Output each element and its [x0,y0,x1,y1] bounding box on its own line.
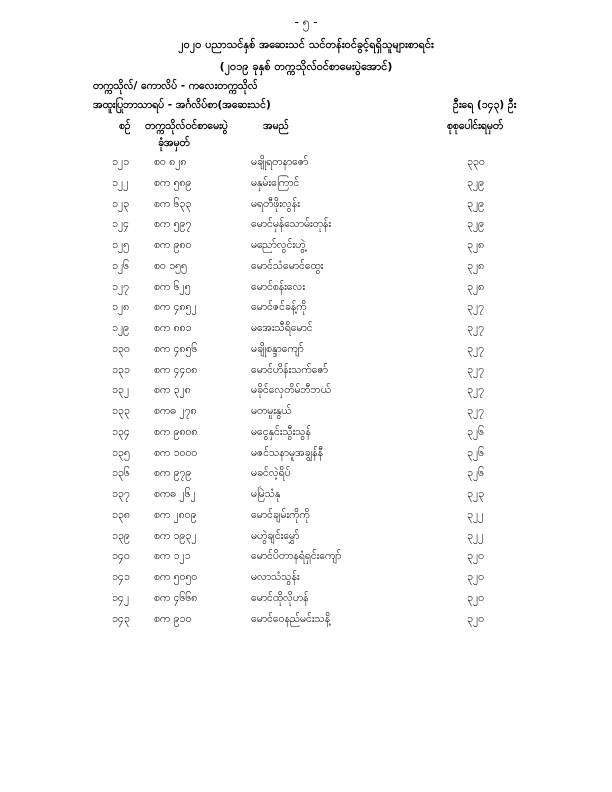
table-row [0,467,612,488]
student-name: မလာသံသွန်း [251,571,300,583]
row-number: ၁၂၉ [112,322,129,334]
row-number: ၁၃၆ [112,467,130,480]
total-marks: ၃၂၂ [467,529,484,542]
student-name: မဟွဲချင်းမွှော် [251,529,300,542]
student-name: မငွေနှင်းသွီးသွန် [251,425,311,438]
roll-number: စက ၈၈၁ [154,322,192,334]
subject-heading: အထူးပြုဘာသာရပ် - အင်္ဂလိပ်စာ(အဆေးသင်) [93,99,271,111]
total-marks: ၃၂၇ [467,301,484,314]
roll-number: စက ၃၂၈ [154,384,191,397]
total-marks: ၃၂၂ [467,508,484,521]
table-row [0,613,612,634]
table-row [0,571,612,592]
row-number: ၁၂၇ [112,280,129,293]
table-row [0,426,612,447]
total-marks: ၃၂၇ [467,322,484,334]
column-header-roll-line2: ခုံအမှတ် [158,137,190,149]
total-marks: ၃၃၀ [467,156,485,168]
roll-number: စက ၄၈၅၆ [154,342,198,355]
student-name: မညော်လွင်းဟွဲ့ [251,239,306,251]
table-row [0,530,612,551]
total-marks: ၃၂၆ [467,446,484,459]
row-number: ၁၂၃ [112,197,129,210]
table-row [0,218,612,239]
student-name: မောင်ပိတာနရံရှင်းကျော် [251,550,342,563]
total-marks: ၃၂၈ [467,259,485,272]
roll-number: စက ၄၆၆၈ [154,591,198,604]
total-marks: ၃၂၀ [467,550,484,563]
total-marks: ၃၂၆ [467,425,484,438]
row-number: ၁၂၁ [112,156,129,168]
table-row [0,239,612,260]
student-name: မရတီဖိုးလွန်း [251,197,300,210]
roll-number: စက ၆၂၅ [154,280,191,293]
student-name: မောင်ထိုလိုဟန် [251,591,309,604]
student-name: မခိုင်လှေတိမ်ဘီဘယ် [251,384,331,397]
total-marks: ၃၂၇ [467,384,484,397]
row-number: ၁၂၅ [112,239,129,251]
document-subtitle: (၂၀၁၉ ခုနှစ် တက္ကသိုလ်ဝင်စာမေးပွဲအောင်) [219,60,393,73]
roll-number: စက ၁၂၁ [154,550,191,563]
row-number: ၁၄၂ [112,591,129,604]
results-table [0,156,612,633]
student-name: မောင်ဇင်ခန့်ကို [251,301,307,314]
table-row [0,384,612,405]
roll-number: စက ၉၈၀ [154,239,192,251]
row-number: ၁၃၁ [112,363,130,376]
row-number: ၁၃၇ [112,488,130,500]
table-row [0,198,612,219]
table-row [0,488,612,509]
roll-number: စက ၅၉၇ [154,218,192,231]
roll-number: စက ၄၈၅၂ [154,301,197,314]
roll-number: စက ၁၀၀၀ [154,446,198,459]
table-row [0,364,612,385]
row-number: ၁၃၃ [112,405,130,417]
roll-number: စကဓ ၂၇၈ [154,405,197,417]
table-row [0,156,612,177]
student-name: မနှမ်းကြောင် [251,176,300,189]
total-marks: ၃၂၇ [467,405,484,417]
row-number: ၁၃၈ [112,508,130,521]
roll-number: စက ၆၃၃ [154,197,192,210]
roll-number: စက ၉၇၉ [154,467,192,480]
column-header-roll: တက္ကသိုလ်ဝင်စာမေးပွဲ [145,120,228,132]
total-marks: ၃၂၈ [467,280,485,293]
column-header-number: စဉ် [119,120,131,132]
page-number: - ၅ - [294,15,318,29]
student-name: မမြဲသံနု [251,488,281,500]
student-name: မောင်သံမောင်ထွေး [251,259,324,272]
student-name: မချိုရတနာဇော် [251,156,309,168]
table-row [0,509,612,530]
roll-number: စက ၉၈၀၈ [154,425,198,438]
student-name: မောင်ဟိန်းသက်ဇော် [251,363,328,376]
total-marks: ၃၂၃ [467,488,484,500]
student-name: မောင်ချမ်းကိုကို [251,508,310,521]
row-number: ၁၄၁ [112,571,130,583]
student-name: မဇင်သနာမူအချွန်နီ [251,446,324,459]
row-number: ၁၂၆ [112,259,129,272]
total-marks: ၃၂၇ [467,342,484,355]
roll-number: စက ၉၁၀ [154,612,192,625]
row-number: ၁၂၄ [112,218,129,231]
student-name: မောင်မှန်သောမ်းတုန်း [251,218,332,231]
table-row [0,260,612,281]
total-marks: ၃၂၆ [467,467,484,480]
student-name: မတမူးနွယ် [251,405,292,417]
row-number: ၁၄၀ [112,550,130,563]
student-name: မချိုစန္ဒာကျော် [251,342,304,355]
total-marks: ၃၂၀ [467,591,484,604]
table-row [0,447,612,468]
row-number: ၁၂၈ [112,301,130,314]
total-marks: ၃၂၈ [467,239,485,251]
roll-number: စဝ ၁၅၅ [154,259,187,272]
row-number: ၁၃၄ [112,425,130,438]
total-marks: ၃၂၀ [467,612,484,625]
roll-number: စဝ ၈၂၈ [154,156,187,168]
column-header-name: အမည် [263,120,289,132]
table-row [0,322,612,343]
roll-number: စက ၅၀၅၀ [154,571,198,583]
university-heading: တက္ကသိုလ်/ ကောလိပ် - ကလေးတက္ကသိုလ် [93,80,258,92]
total-marks: ၃၂၀ [467,571,484,583]
student-name: မောင်စန်းလေး [251,280,306,293]
row-number: ၁၄၃ [112,612,130,625]
student-count-heading: ဦးရေ (၁၄၃) ဦး [453,99,517,111]
table-row [0,592,612,613]
row-number: ၁၃၉ [112,529,130,542]
roll-number: စက ၂၈၀၉ [154,508,197,521]
row-number: ၁၂၂ [112,176,129,189]
row-number: ၁၃၅ [112,446,130,459]
table-row [0,343,612,364]
total-marks: ၃၂၉ [467,176,484,189]
total-marks: ၃၂၉ [467,218,484,231]
table-row [0,177,612,198]
student-name: မောင်ဝေနည်မင်းသနိ့ [251,612,331,625]
table-row [0,405,612,426]
document-title: ၂၀၂၀ ပညာသင်နှစ် အဆေးသင် သင်တန်းဝင်ခွင့်ရရှိသူများစာရင်း [178,38,434,51]
table-row [0,301,612,322]
roll-number: စက ၅၈၉ [154,176,192,189]
table-row [0,550,612,571]
student-name: မအေးသီရိမောင် [251,322,313,334]
column-header-total-marks: စုစုပေါင်းရမှတ် [447,120,504,132]
student-name: မခင်လဲ့ရိပ် [251,467,291,480]
row-number: ၁၃၀ [112,342,130,355]
table-row [0,281,612,302]
total-marks: ၃၂၇ [467,363,484,376]
roll-number: စကဓ ၂၆၂ [154,488,196,500]
row-number: ၁၃၂ [112,384,129,397]
roll-number: စက ၁၉၃၂ [154,529,197,542]
roll-number: စက ၄၄၀၈ [154,363,198,376]
total-marks: ၃၂၉ [467,197,484,210]
